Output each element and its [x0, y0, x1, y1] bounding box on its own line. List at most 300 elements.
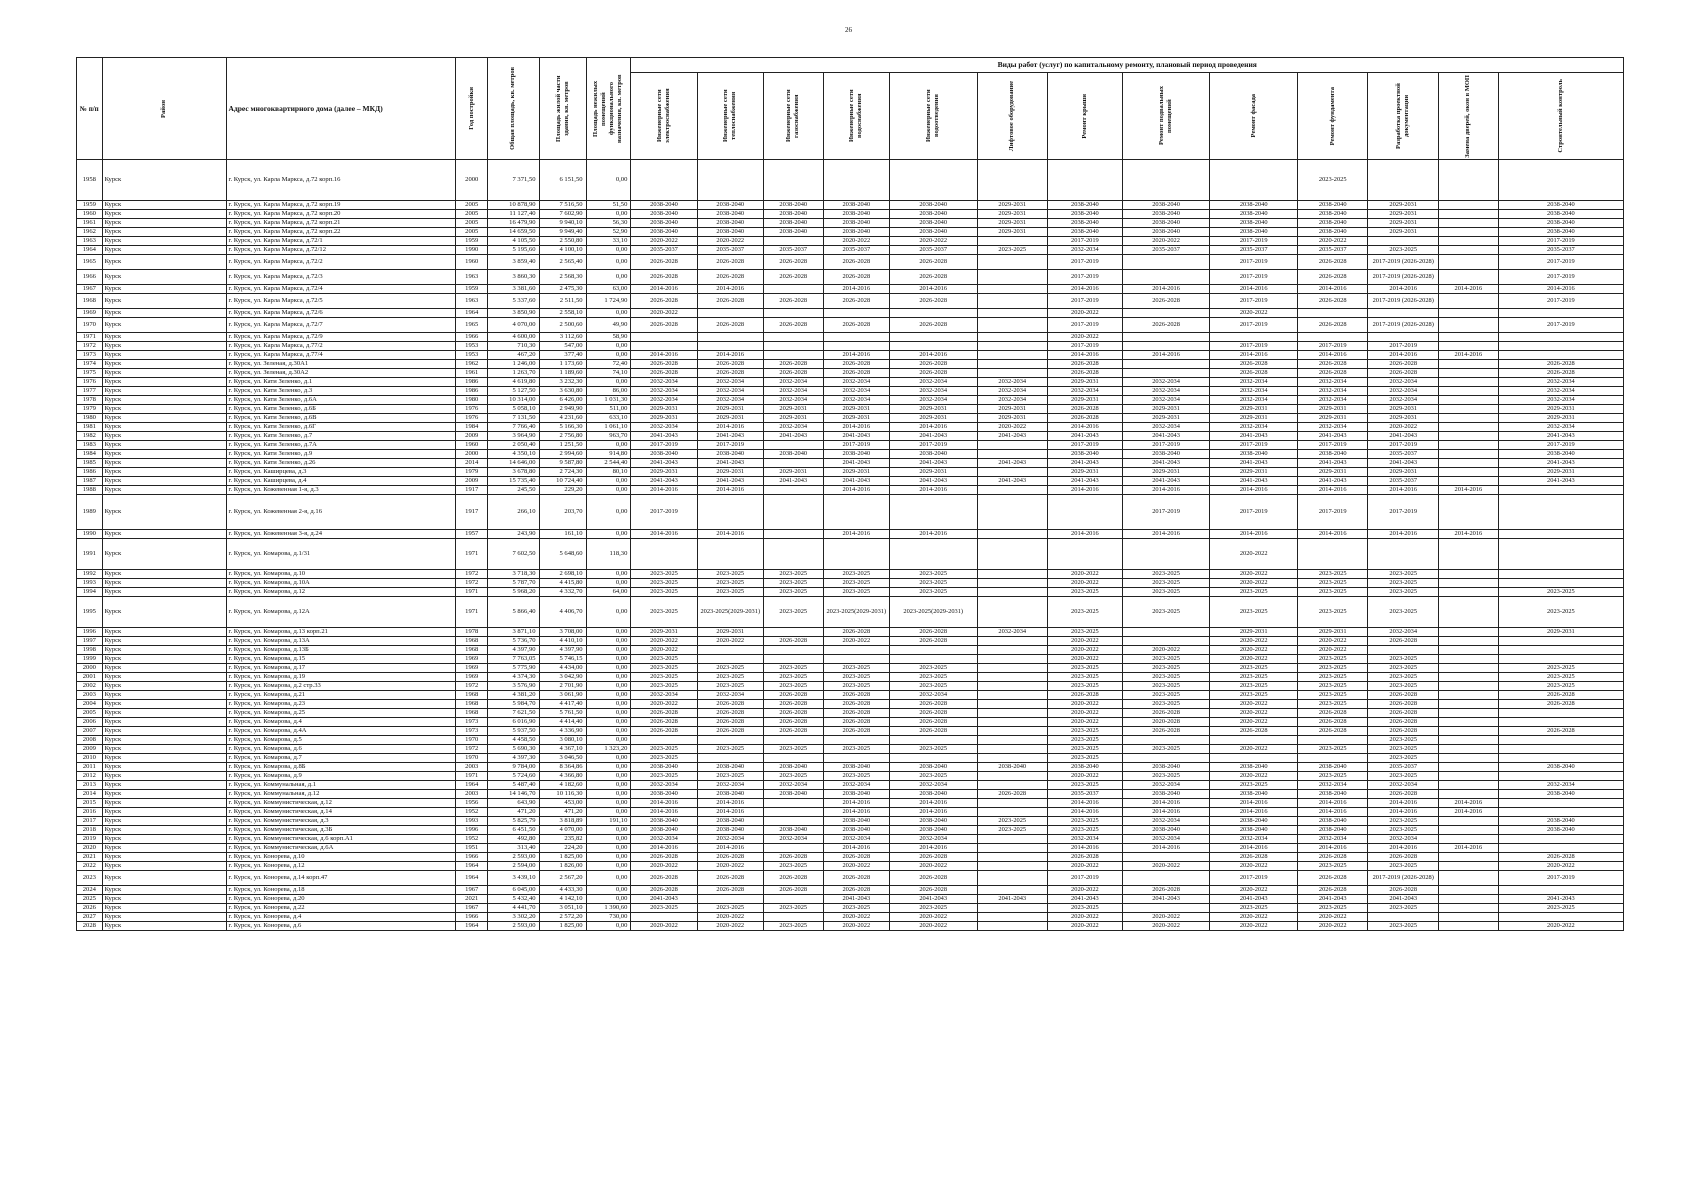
cell-9 [763, 351, 823, 360]
cell-9 [763, 441, 823, 450]
cell-8: 2041-2043 [697, 477, 763, 486]
cell-18 [1438, 255, 1498, 270]
cell-5: 8 364,86 [539, 763, 586, 772]
cell-11: 2023-2025 [889, 682, 977, 691]
cell-3: 1964 [456, 862, 488, 871]
cell-9: 2032-2034 [763, 387, 823, 396]
cell-10: 2014-2016 [823, 844, 889, 853]
cell-13: 2032-2034 [1048, 246, 1123, 255]
cell-2: г. Курск, ул. Карла Маркса, д.72 корп.19 [226, 201, 456, 210]
cell-18 [1438, 637, 1498, 646]
header-work-9: Ремонт фундамента [1297, 73, 1368, 160]
cell-0: 2000 [77, 664, 103, 673]
cell-14 [1122, 309, 1210, 318]
cell-5: 2 756,80 [539, 432, 586, 441]
cell-0: 1992 [77, 570, 103, 579]
table-row [77, 351, 1624, 360]
cell-0: 1985 [77, 459, 103, 468]
cell-15: 2023-2025 [1210, 673, 1298, 682]
cell-13: 2041-2043 [1048, 432, 1123, 441]
table-row [77, 450, 1624, 459]
cell-13: 2017-2019 [1048, 255, 1123, 270]
cell-15: 2017-2019 [1210, 342, 1298, 351]
cell-19: 2032-2034 [1498, 396, 1623, 405]
header-work-7: Ремонт подвальных помещений [1122, 73, 1210, 160]
cell-18 [1438, 228, 1498, 237]
cell-9: 2038-2040 [763, 201, 823, 210]
cell-0: 2023 [77, 871, 103, 886]
cell-2: г. Курск, ул. Коммунистическая, д.3 [226, 817, 456, 826]
cell-17: 2023-2025 [1368, 597, 1439, 628]
cell-3: 1966 [456, 913, 488, 922]
cell-0: 2009 [77, 745, 103, 754]
cell-5: 1 826,00 [539, 862, 586, 871]
table-row [77, 369, 1624, 378]
cell-6: 72,40 [586, 360, 631, 369]
cell-4: 10 878,90 [488, 201, 539, 210]
cell-5: 2 475,30 [539, 285, 586, 294]
cell-0: 1974 [77, 360, 103, 369]
cell-6: 0,00 [586, 709, 631, 718]
table-row [77, 246, 1624, 255]
cell-0: 1979 [77, 405, 103, 414]
cell-19 [1498, 646, 1623, 655]
cell-3: 1967 [456, 904, 488, 913]
cell-10: 2026-2028 [823, 727, 889, 736]
cell-10: 2041-2043 [823, 895, 889, 904]
cell-1: Курск [102, 477, 226, 486]
cell-18 [1438, 790, 1498, 799]
cell-11: 2023-2025 [889, 745, 977, 754]
cell-11: 2026-2028 [889, 628, 977, 637]
cell-14: 2032-2034 [1122, 781, 1210, 790]
cell-1: Курск [102, 441, 226, 450]
cell-11 [889, 342, 977, 351]
cell-2: г. Курск, ул. Кати Зеленко, д.9 [226, 450, 456, 459]
cell-0: 1967 [77, 285, 103, 294]
cell-7: 2023-2025 [631, 655, 697, 664]
cell-5: 4 397,90 [539, 646, 586, 655]
cell-3: 1957 [456, 530, 488, 539]
cell-18 [1438, 414, 1498, 423]
cell-15: 2038-2040 [1210, 228, 1298, 237]
table-row [77, 808, 1624, 817]
cell-11: 2032-2034 [889, 387, 977, 396]
header-no: № п/п [77, 58, 103, 160]
table-row [77, 664, 1624, 673]
cell-6: 51,50 [586, 201, 631, 210]
cell-12: 2041-2043 [977, 477, 1048, 486]
cell-12 [977, 799, 1048, 808]
cell-16: 2035-2037 [1297, 246, 1368, 255]
cell-19 [1498, 736, 1623, 745]
cell-11: 2038-2040 [889, 210, 977, 219]
cell-3: 1962 [456, 360, 488, 369]
cell-0: 1961 [77, 219, 103, 228]
cell-14 [1122, 360, 1210, 369]
cell-7: 2026-2028 [631, 871, 697, 886]
cell-12 [977, 360, 1048, 369]
cell-7 [631, 342, 697, 351]
cell-6: 0,00 [586, 246, 631, 255]
cell-5: 1 189,60 [539, 369, 586, 378]
cell-4: 4 105,50 [488, 237, 539, 246]
cell-2: г. Курск, ул. Карла Маркса, д.77/2 [226, 342, 456, 351]
cell-5: 2 701,90 [539, 682, 586, 691]
cell-10 [823, 309, 889, 318]
cell-12 [977, 495, 1048, 530]
cell-12 [977, 736, 1048, 745]
cell-12: 2038-2040 [977, 763, 1048, 772]
cell-9 [763, 285, 823, 294]
cell-8 [697, 754, 763, 763]
cell-10: 2026-2028 [823, 255, 889, 270]
cell-18 [1438, 201, 1498, 210]
cell-5: 4 414,40 [539, 718, 586, 727]
cell-5: 471,20 [539, 808, 586, 817]
cell-8: 2026-2028 [697, 255, 763, 270]
cell-7: 2038-2040 [631, 201, 697, 210]
cell-10: 2029-2031 [823, 405, 889, 414]
cell-16: 2032-2034 [1297, 835, 1368, 844]
cell-15: 2020-2022 [1210, 862, 1298, 871]
cell-16: 2029-2031 [1297, 405, 1368, 414]
cell-5: 5 166,30 [539, 423, 586, 432]
cell-0: 1959 [77, 201, 103, 210]
cell-18 [1438, 628, 1498, 637]
cell-10: 2014-2016 [823, 799, 889, 808]
cell-10: 2038-2040 [823, 228, 889, 237]
cell-2: г. Курск, ул. Кати Зеленко, д.6В [226, 414, 456, 423]
cell-0: 2016 [77, 808, 103, 817]
cell-18 [1438, 360, 1498, 369]
header-nonres-area: Площадь нежилых помещений функционального назначения, кв. метров [586, 58, 631, 160]
cell-3: 1971 [456, 772, 488, 781]
cell-2: г. Курск, ул. Коммунистическая, д.12 [226, 799, 456, 808]
cell-18 [1438, 441, 1498, 450]
cell-7 [631, 913, 697, 922]
cell-8: 2023-2025 [697, 588, 763, 597]
cell-1: Курск [102, 781, 226, 790]
cell-14: 2041-2043 [1122, 477, 1210, 486]
cell-0: 1995 [77, 597, 103, 628]
cell-10 [823, 736, 889, 745]
cell-19: 2023-2025 [1498, 597, 1623, 628]
cell-15: 2038-2040 [1210, 790, 1298, 799]
cell-1: Курск [102, 754, 226, 763]
cell-16: 2041-2043 [1297, 895, 1368, 904]
cell-4: 5 937,50 [488, 727, 539, 736]
cell-7: 2026-2028 [631, 886, 697, 895]
cell-10: 2026-2028 [823, 886, 889, 895]
cell-15: 2026-2028 [1210, 727, 1298, 736]
cell-15: 2026-2028 [1210, 853, 1298, 862]
cell-18 [1438, 922, 1498, 931]
cell-7: 2038-2040 [631, 228, 697, 237]
cell-7: 2023-2025 [631, 664, 697, 673]
cell-6: 0,00 [586, 826, 631, 835]
cell-7: 2038-2040 [631, 219, 697, 228]
cell-8: 2026-2028 [697, 318, 763, 333]
cell-12 [977, 285, 1048, 294]
cell-6: 0,00 [586, 718, 631, 727]
cell-17: 2026-2028 [1368, 886, 1439, 895]
cell-12 [977, 913, 1048, 922]
cell-19: 2017-2019 [1498, 255, 1623, 270]
cell-8: 2023-2025 [697, 682, 763, 691]
cell-4: 16 479,90 [488, 219, 539, 228]
table-row [77, 539, 1624, 570]
cell-14: 2038-2040 [1122, 450, 1210, 459]
cell-13: 2017-2019 [1048, 237, 1123, 246]
cell-13: 2023-2025 [1048, 826, 1123, 835]
cell-15: 2032-2034 [1210, 378, 1298, 387]
cell-13: 2023-2025 [1048, 817, 1123, 826]
cell-10: 2023-2025 [823, 673, 889, 682]
cell-4: 5 690,30 [488, 745, 539, 754]
cell-4: 4 600,00 [488, 333, 539, 342]
cell-7: 2026-2028 [631, 718, 697, 727]
cell-8 [697, 646, 763, 655]
cell-18 [1438, 270, 1498, 285]
cell-14: 2038-2040 [1122, 228, 1210, 237]
cell-10: 2026-2028 [823, 369, 889, 378]
cell-9 [763, 895, 823, 904]
cell-19: 2023-2025 [1498, 682, 1623, 691]
table-row [77, 255, 1624, 270]
cell-9: 2023-2025 [763, 682, 823, 691]
cell-12 [977, 441, 1048, 450]
cell-1: Курск [102, 342, 226, 351]
cell-17: 2023-2025 [1368, 904, 1439, 913]
cell-16: 2014-2016 [1297, 285, 1368, 294]
cell-16 [1297, 736, 1368, 745]
cell-4: 7 371,50 [488, 160, 539, 201]
cell-14: 2017-2019 [1122, 441, 1210, 450]
cell-4: 6 451,50 [488, 826, 539, 835]
cell-15: 2020-2022 [1210, 745, 1298, 754]
cell-10: 2023-2025 [823, 682, 889, 691]
cell-3: 1971 [456, 597, 488, 628]
cell-13: 2041-2043 [1048, 477, 1123, 486]
cell-6: 0,00 [586, 886, 631, 895]
cell-18 [1438, 237, 1498, 246]
cell-2: г. Курск, ул. Комарова, д.12 [226, 588, 456, 597]
cell-12 [977, 772, 1048, 781]
cell-17: 2029-2031 [1368, 201, 1439, 210]
cell-1: Курск [102, 736, 226, 745]
cell-5: 4 231,60 [539, 414, 586, 423]
cell-10: 2020-2022 [823, 862, 889, 871]
cell-2: г. Курск, ул. Комарова, д.1/31 [226, 539, 456, 570]
cell-13: 2020-2022 [1048, 700, 1123, 709]
cell-6: 1 031,30 [586, 396, 631, 405]
cell-8: 2020-2022 [697, 237, 763, 246]
cell-14: 2041-2043 [1122, 432, 1210, 441]
cell-10: 2014-2016 [823, 351, 889, 360]
cell-4: 5 866,40 [488, 597, 539, 628]
cell-17 [1368, 309, 1439, 318]
cell-16: 2038-2040 [1297, 201, 1368, 210]
cell-8: 2032-2034 [697, 781, 763, 790]
cell-5: 7 602,90 [539, 210, 586, 219]
cell-16: 2029-2031 [1297, 628, 1368, 637]
cell-3: 1980 [456, 396, 488, 405]
cell-18 [1438, 459, 1498, 468]
cell-14: 2014-2016 [1122, 351, 1210, 360]
cell-17: 2032-2034 [1368, 835, 1439, 844]
cell-17: 2023-2025 [1368, 655, 1439, 664]
cell-11: 2038-2040 [889, 790, 977, 799]
cell-13: 2020-2022 [1048, 886, 1123, 895]
cell-0: 1984 [77, 450, 103, 459]
cell-10: 2014-2016 [823, 285, 889, 294]
table-row [77, 637, 1624, 646]
cell-14: 2041-2043 [1122, 895, 1210, 904]
cell-16: 2023-2025 [1297, 772, 1368, 781]
cell-18 [1438, 294, 1498, 309]
cell-6: 0,00 [586, 862, 631, 871]
cell-18 [1438, 450, 1498, 459]
cell-6: 58,90 [586, 333, 631, 342]
cell-6: 0,00 [586, 597, 631, 628]
cell-18 [1438, 886, 1498, 895]
table-row [77, 228, 1624, 237]
cell-14: 2032-2034 [1122, 817, 1210, 826]
cell-14 [1122, 754, 1210, 763]
table-row [77, 817, 1624, 826]
cell-19: 2017-2019 [1498, 318, 1623, 333]
cell-3: 1964 [456, 871, 488, 886]
cell-13: 2020-2022 [1048, 309, 1123, 318]
cell-18 [1438, 682, 1498, 691]
cell-13: 2023-2025 [1048, 904, 1123, 913]
cell-11: 2026-2028 [889, 637, 977, 646]
cell-10: 2026-2028 [823, 691, 889, 700]
cell-3: 1963 [456, 294, 488, 309]
cell-19: 2032-2034 [1498, 423, 1623, 432]
cell-12 [977, 781, 1048, 790]
cell-12 [977, 700, 1048, 709]
cell-2: г. Курск, ул. Комарова, д.7 [226, 754, 456, 763]
cell-19 [1498, 637, 1623, 646]
cell-3: 2000 [456, 450, 488, 459]
cell-14: 2038-2040 [1122, 201, 1210, 210]
cell-6: 914,80 [586, 450, 631, 459]
cell-8: 2038-2040 [697, 201, 763, 210]
cell-12 [977, 333, 1048, 342]
cell-2: г. Курск, ул. Карла Маркса, д.72/5 [226, 294, 456, 309]
cell-13: 2026-2028 [1048, 414, 1123, 423]
cell-1: Курск [102, 210, 226, 219]
cell-3: 2021 [456, 895, 488, 904]
cell-19 [1498, 709, 1623, 718]
cell-12 [977, 835, 1048, 844]
cell-5: 2 949,90 [539, 405, 586, 414]
table-row [77, 579, 1624, 588]
cell-18 [1438, 817, 1498, 826]
cell-4: 643,90 [488, 799, 539, 808]
cell-9 [763, 754, 823, 763]
cell-14: 2014-2016 [1122, 530, 1210, 539]
cell-6: 0,00 [586, 853, 631, 862]
cell-9: 2023-2025 [763, 664, 823, 673]
cell-15: 2023-2025 [1210, 691, 1298, 700]
cell-3: 1917 [456, 495, 488, 530]
cell-3: 1973 [456, 727, 488, 736]
cell-19 [1498, 754, 1623, 763]
cell-5: 2 572,20 [539, 913, 586, 922]
cell-10: 2038-2040 [823, 201, 889, 210]
cell-13: 2026-2028 [1048, 691, 1123, 700]
cell-4: 5 487,40 [488, 781, 539, 790]
cell-16: 2038-2040 [1297, 219, 1368, 228]
cell-16: 2026-2028 [1297, 270, 1368, 285]
cell-12 [977, 673, 1048, 682]
cell-19 [1498, 579, 1623, 588]
cell-15: 2017-2019 [1210, 255, 1298, 270]
cell-6: 0,00 [586, 309, 631, 318]
table-row [77, 646, 1624, 655]
cell-1: Курск [102, 628, 226, 637]
cell-18: 2014-2016 [1438, 351, 1498, 360]
cell-4: 245,50 [488, 486, 539, 495]
cell-4: 4 458,50 [488, 736, 539, 745]
cell-3: 1952 [456, 835, 488, 844]
cell-8 [697, 736, 763, 745]
cell-15: 2020-2022 [1210, 718, 1298, 727]
cell-8: 2014-2016 [697, 530, 763, 539]
cell-15: 2020-2022 [1210, 579, 1298, 588]
cell-4: 243,90 [488, 530, 539, 539]
cell-9 [763, 309, 823, 318]
cell-11: 2026-2028 [889, 318, 977, 333]
cell-9: 2026-2028 [763, 255, 823, 270]
cell-14: 2038-2040 [1122, 210, 1210, 219]
cell-18 [1438, 309, 1498, 318]
cell-14: 2023-2025 [1122, 673, 1210, 682]
cell-0: 1999 [77, 655, 103, 664]
cell-19 [1498, 530, 1623, 539]
cell-16 [1297, 309, 1368, 318]
table-row [77, 378, 1624, 387]
cell-9 [763, 913, 823, 922]
cell-10 [823, 160, 889, 201]
cell-11 [889, 754, 977, 763]
cell-3: 1969 [456, 655, 488, 664]
cell-11: 2023-2025 [889, 904, 977, 913]
cell-16: 2023-2025 [1297, 691, 1368, 700]
cell-0: 2001 [77, 673, 103, 682]
cell-11: 2023-2025 [889, 673, 977, 682]
cell-9: 2038-2040 [763, 763, 823, 772]
cell-9 [763, 342, 823, 351]
cell-11 [889, 309, 977, 318]
table-row [77, 709, 1624, 718]
cell-13: 2023-2025 [1048, 781, 1123, 790]
cell-6: 0,00 [586, 763, 631, 772]
cell-19 [1498, 799, 1623, 808]
cell-7 [631, 736, 697, 745]
cell-16: 2026-2028 [1297, 294, 1368, 309]
cell-12: 2041-2043 [977, 895, 1048, 904]
cell-4: 9 784,00 [488, 763, 539, 772]
cell-8: 2026-2028 [697, 709, 763, 718]
cell-2: г. Курск, ул. Комарова, д.13 корп.21 [226, 628, 456, 637]
cell-11: 2023-2025 [889, 664, 977, 673]
cell-1: Курск [102, 588, 226, 597]
cell-11: 2038-2040 [889, 219, 977, 228]
